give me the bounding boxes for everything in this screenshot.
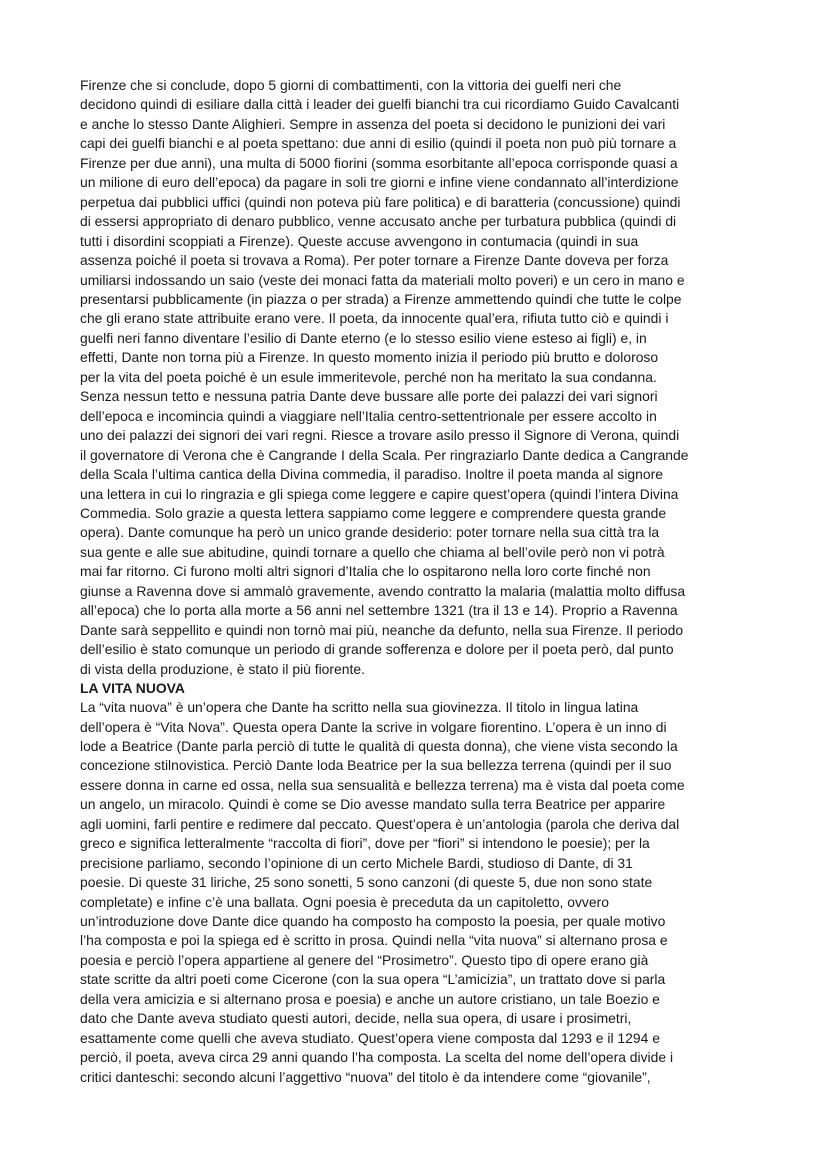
paragraph-exile: Firenze che si conclude, dopo 5 giorni di combattimenti, con la vittoria dei guelfi neri che decidono quindi di esiliare dalla città i leader dei guelfi bianchi tra cui ricordiamo Guido Cavalcanti e anche lo stesso Dante Alighieri. Sempre in assenza del poeta si decidono le punizioni dei vari capi dei guelfi bianchi e al poeta spettano: due anni di esilio (quindi il poeta non può più tornare a Firenze per due anni), una multa di 5000 fiorini (somma esorbitante all’epoca corrisponde quasi a un milione di euro dell’epoca) da pagare in soli tre giorni e infine viene condannato all’interdizione perpetua dai pubblici uffici (quindi non poteva più fare politica) e di baratteria (concussione) quindi di essersi appropriato di denaro pubblico, venne accusato anche per turbatura pubblica (quindi di tutti i disordini scoppiati a Firenze). Queste accuse avvengono in contumacia (quindi in sua assenza poiché il poeta si trovava a Roma). Per poter tornare a Firenze Dante doveva per forza umiliarsi indossando un saio (veste dei monaci fatta da materiali molto poveri) e un cero in mano e presentarsi pubblicamente (in piazza o per strada) a Firenze ammettendo quindi che tutte le colpe che gli erano state attribuite erano vere. Il poeta, da innocente qual’era, rifiuta tutto ciò e quindi i guelfi neri fanno diventare l’esilio di Dante eterno (e lo stesso esilio viene esteso ai figli) e, in effetti, Dante non torna più a Firenze. In questo momento inizia il periodo più brutto e doloroso per la vita del poeta poiché è un esule immeritevole, perché non ha meritato la sua condanna. Senza nessun tetto e nessuna patria Dante deve bussare alle porte dei palazzi dei vari signori dell’epoca e incomincia quindi a viaggiare nell’Italia centro-settentrionale per essere accolto in uno dei palazzi dei signori dei vari regni. Riesce a trovare asilo presso il Signore di Verona, quindi il governatore di Verona che è Cangrande I della Scala. Per ringraziarlo Dante dedica a Cangrande della Scala l’ultima cantica della Divina commedia, il paradiso. Inoltre il poeta manda al signore una lettera in cui lo ringrazia e gli spiega come leggere e capire quest’opera (quindi l’intera Divina Commedia. Solo grazie a questa lettera sappiamo come leggere e comprendere questa grande opera). Dante comunque ha però un unico grande desiderio: poter tornare nella sua città tra la sua gente e alle sue abitudine, quindi tornare a quello che chiama al bell’ovile però non vi potrà mai far ritorno. Ci furono molti altri signori d’Italia che lo ospitarono nella loro corte finché non giunse a Ravenna dove si ammalò gravemente, avendo contratto la malaria (malattia molto diffusa all’epoca) che lo porta alla morte a 56 anni nel settembre 1321 (tra il 13 e 14). Proprio a Ravenna Dante sarà seppellito e quindi non tornò mai più, neanche da defunto, nella sua Firenze. Il periodo dell’esilio è stato comunque un periodo di grande sofferenza e dolore per il poeta però, dal punto di vista della produzione, è stato il più fiorente. xyxy=(80,77,689,677)
paragraph-vita-nuova: La “vita nuova” è un’opera che Dante ha scritto nella sua giovinezza. Il titolo in lingua latina dell’opera è “Vita Nova”. Questa opera Dante la scrive in volgare fiorentino. L’opera è un inno di lode a Beatrice (Dante parla perciò di tutte le qualità di questa donna), che viene vista secondo la concezione stilnovistica. Perciò Dante loda Beatrice per la sua bellezza terrena (quindi per il suo essere donna in carne ed ossa, nella sua sensualità e bellezza terrena) ma è vista dal poeta come un angelo, un miracolo. Quindi è come se Dio avesse mandato sulla terra Beatrice per apparire agli uomini, farli pentire e redimere dal peccato. Quest’opera è un’antologia (parola che deriva dal greco e significa letteralmente “raccolta di fiori”, dove per “fiori” si intendono le poesie); per la precisione parliamo, secondo l’opinione di un certo Michele Bardi, studioso di Dante, di 31 poesie. Di queste 31 liriche, 25 sono sonetti, 5 sono canzoni (di queste 5, due non sono state completate) e infine c’è una ballata. Ogni poesia è preceduta da un capitoletto, ovvero un’introduzione dove Dante dice quando ha composto ha composto la poesia, per quale motivo l’ha composta e poi la spiega ed è scritto in prosa. Quindi nella “vita nuova” si alternano prosa e poesia e perciò l’opera appartiene al genere del “Prosimetro”. Questo tipo di opere erano già state scritte da altri poeti come Cicerone (con la sua opera “L’amicizia”, un trattato dove si parla della vera amicizia e si alternano prosa e poesia) e anche un autore cristiano, un tale Boezio e dato che Dante aveva studiato questi autori, decide, nella sua opera, di usare i prosimetri, esattamente come quelli che aveva studiato. Quest’opera viene composta dal 1293 e il 1294 e perciò, il poeta, aveva circa 29 anni quando l’ha composta. La scelta del nome dell’opera divide i critici danteschi: secondo alcuni l’aggettivo “nuova” del titolo è da intendere come “giovanile”, xyxy=(80,699,685,1085)
document-page xyxy=(80,76,760,1087)
section-heading: LA VITA NUOVA xyxy=(80,680,185,697)
